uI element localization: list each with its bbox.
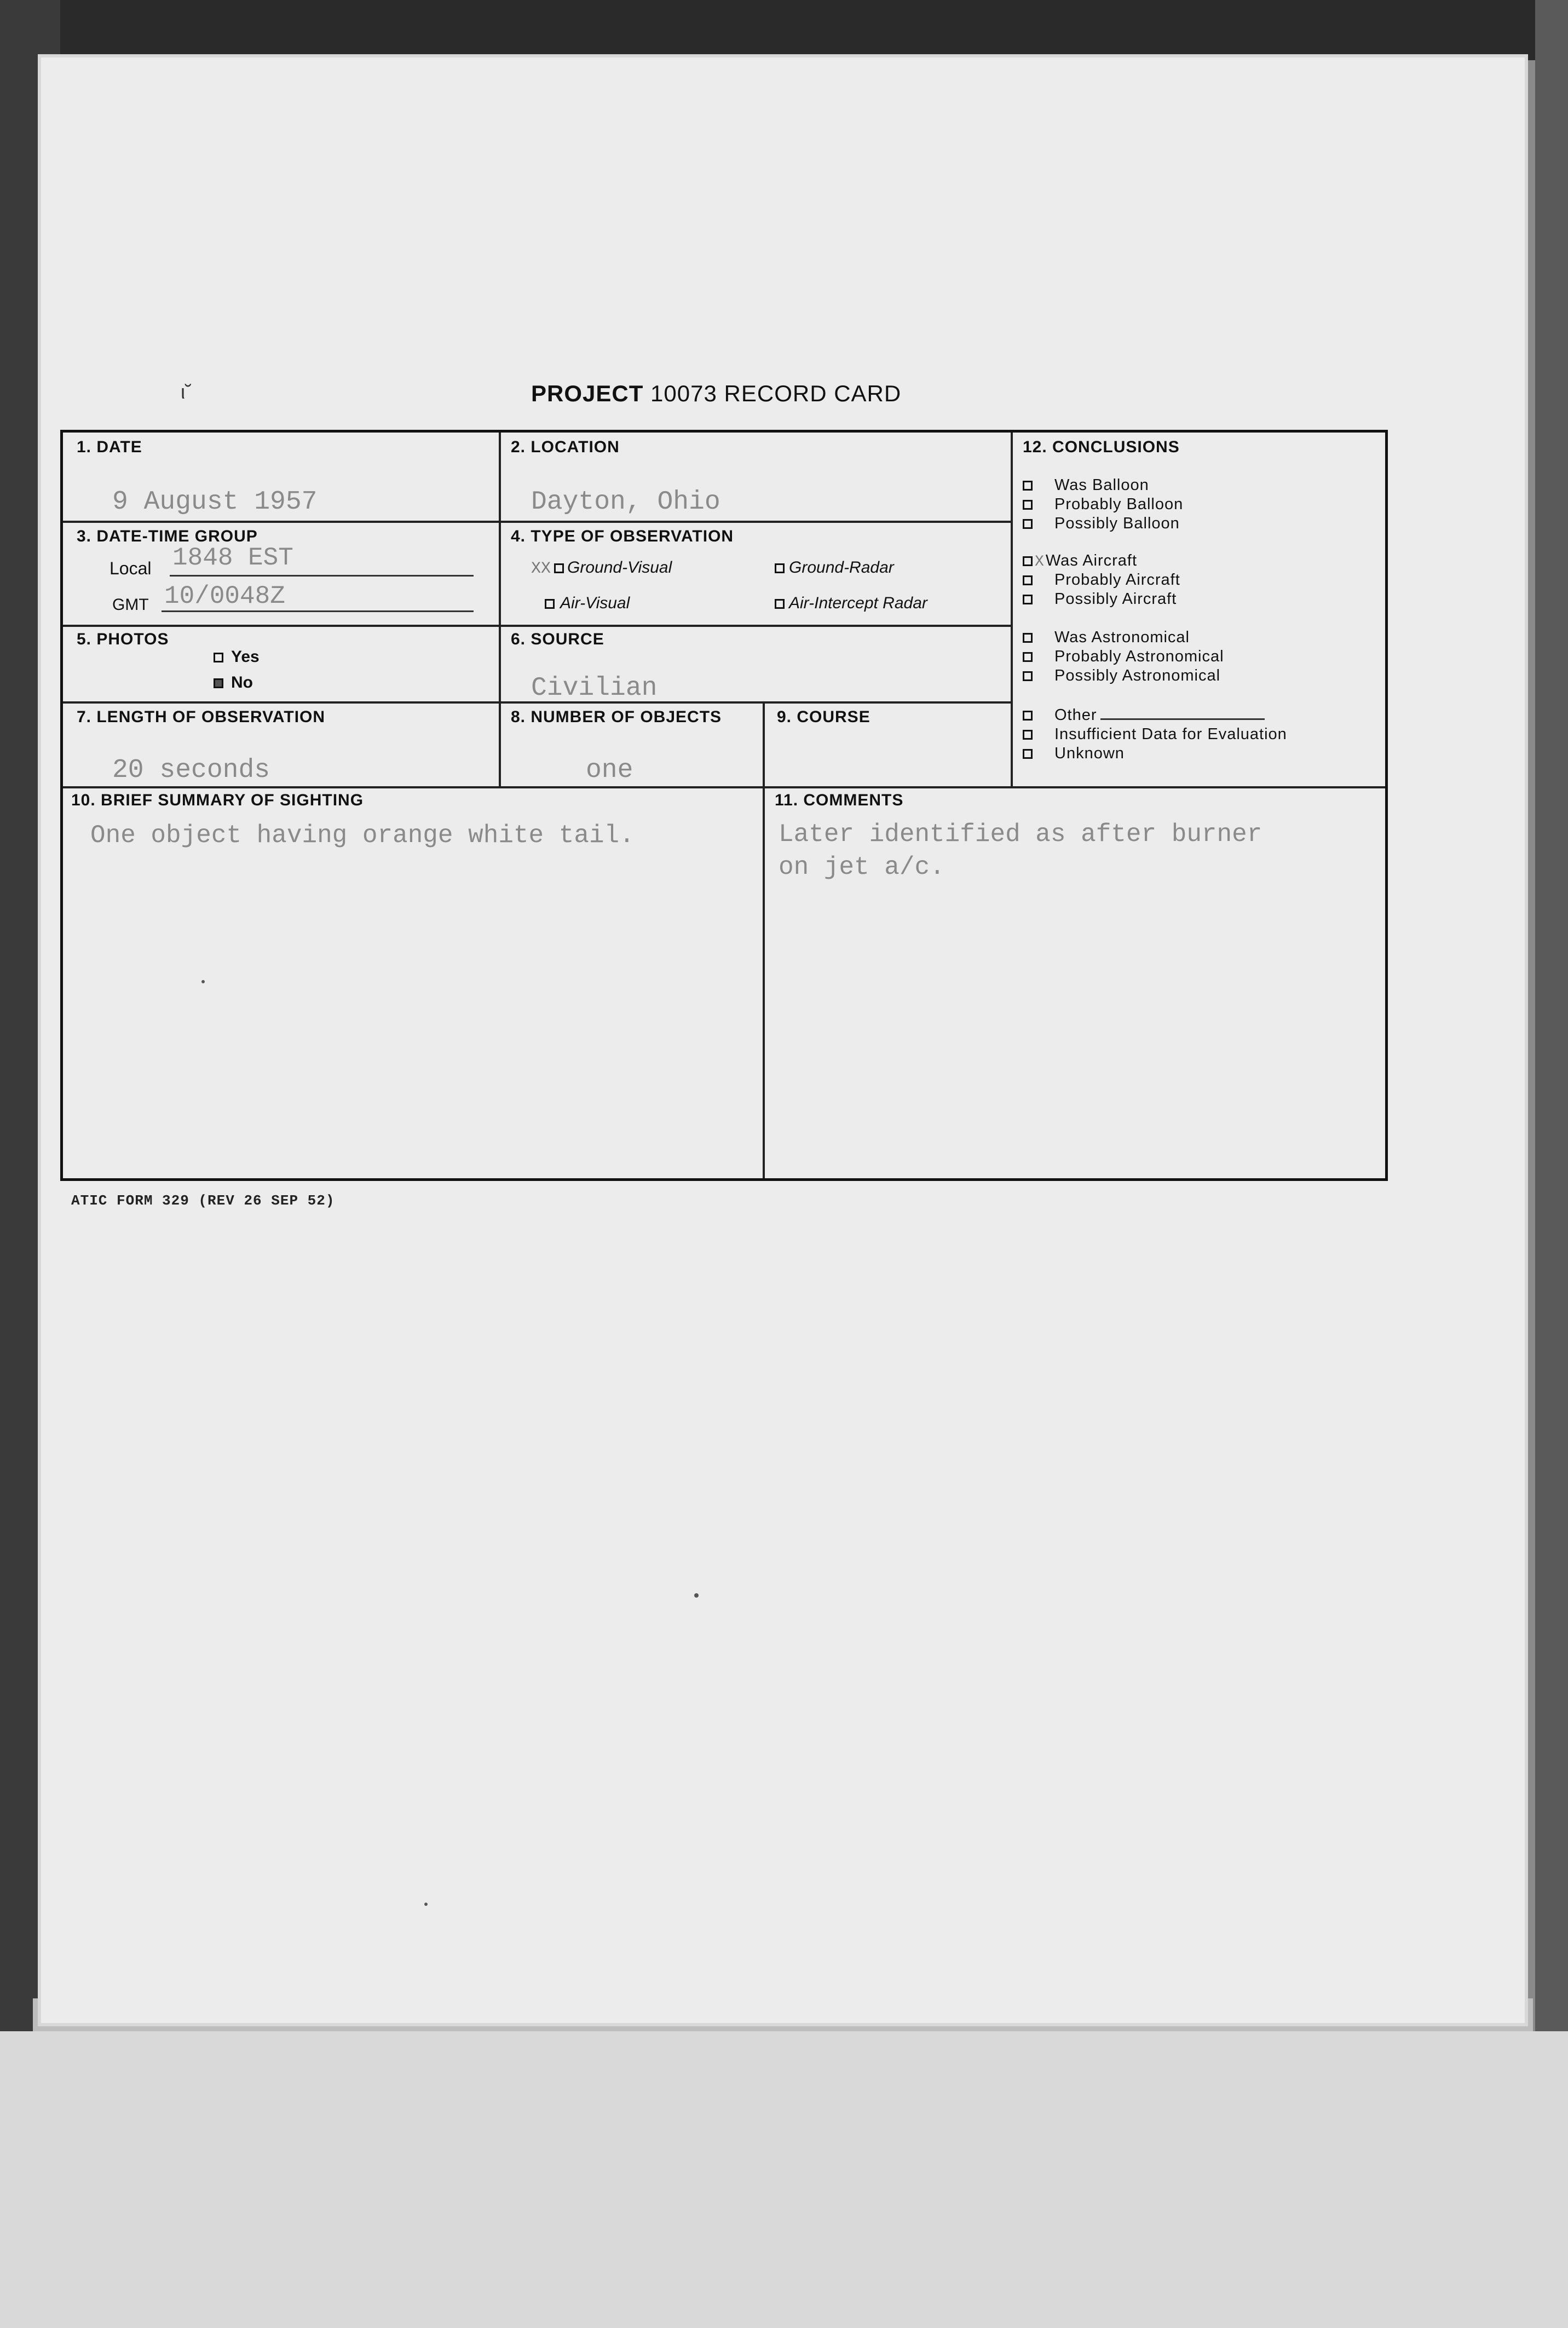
- date-cell: [63, 433, 501, 523]
- conclusion-option[interactable]: [1023, 495, 1183, 514]
- card-title-suffix: RECORD CARD: [724, 381, 902, 406]
- checkbox-icon: [1023, 749, 1033, 759]
- photos-yes[interactable]: [214, 648, 260, 666]
- form-id-footer: ATIC FORM 329 (REV 26 SEP 52): [71, 1192, 335, 1209]
- type-of-observation-cell: [501, 523, 1013, 627]
- location-label: 2. LOCATION: [511, 438, 620, 456]
- comments-label: 11. COMMENTS: [775, 791, 904, 809]
- date-label: 1. DATE: [77, 438, 142, 456]
- checkbox-icon: [775, 599, 785, 609]
- other-underline: [1100, 718, 1265, 720]
- source-cell: [501, 627, 1013, 704]
- obs-air-intercept-label: Air-Intercept Radar: [789, 594, 927, 612]
- conclusion-option[interactable]: [1023, 590, 1177, 608]
- comments-line-1: Later identified as after burner: [779, 820, 1263, 849]
- conclusions-label: 12. CONCLUSIONS: [1023, 438, 1180, 456]
- checkbox-icon: [1023, 575, 1033, 585]
- date-time-group-cell: [63, 523, 501, 627]
- brief-summary-cell: [63, 788, 765, 1178]
- photos-cell: [63, 627, 501, 704]
- source-label: 6. SOURCE: [511, 630, 604, 648]
- checkbox-icon: [1023, 595, 1033, 604]
- conclusion-option[interactable]: [1023, 706, 1265, 724]
- local-value: 1848 EST: [172, 544, 293, 572]
- scan-speck: [201, 980, 205, 983]
- obs-ground-visual-mark: XX: [531, 560, 551, 578]
- obs-ground-visual[interactable]: [531, 558, 672, 578]
- conclusion-option[interactable]: [1023, 667, 1220, 685]
- obs-ground-radar-label: Ground-Radar: [789, 558, 894, 577]
- obs-air-visual[interactable]: [545, 594, 630, 613]
- summary-label: 10. BRIEF SUMMARY OF SIGHTING: [71, 791, 364, 809]
- conclusion-label: Other: [1054, 706, 1097, 724]
- conclusion-label: Unknown: [1054, 745, 1125, 762]
- checkbox-icon: [1023, 711, 1033, 721]
- conclusion-option[interactable]: [1023, 745, 1125, 763]
- conclusion-label: Probably Aircraft: [1054, 571, 1180, 589]
- checkbox-icon: [545, 599, 555, 609]
- photos-no[interactable]: [214, 673, 253, 692]
- card-title-number: 10073: [650, 381, 717, 406]
- photos-yes-label: Yes: [231, 648, 260, 666]
- checkbox-checked-icon: [214, 678, 223, 688]
- num-objects-label: 8. NUMBER OF OBJECTS: [511, 708, 722, 726]
- dtg-label: 3. DATE-TIME GROUP: [77, 527, 258, 545]
- comments-line-2: on jet a/c.: [779, 853, 945, 881]
- number-of-objects-cell: [501, 704, 765, 788]
- obs-type-label: 4. TYPE OF OBSERVATION: [511, 527, 734, 545]
- checkbox-icon: [775, 563, 785, 573]
- scan-border-right: [1535, 0, 1568, 2328]
- scan-background-bottom: [0, 2031, 1568, 2328]
- num-objects-value: one: [586, 756, 633, 785]
- source-value: Civilian: [531, 673, 658, 703]
- conclusion-label: Probably Balloon: [1054, 495, 1184, 513]
- conclusion-option[interactable]: [1023, 476, 1149, 494]
- obs-ground-visual-label: Ground-Visual: [567, 558, 672, 577]
- date-value: 9 August 1957: [112, 487, 318, 517]
- conclusion-label: Possibly Aircraft: [1054, 590, 1177, 608]
- conclusion-option[interactable]: [1023, 571, 1180, 589]
- conclusion-option[interactable]: [1023, 552, 1137, 571]
- photos-no-label: No: [231, 673, 253, 692]
- record-card-form: [60, 430, 1388, 1181]
- local-label: Local: [109, 558, 152, 578]
- conclusion-label: Was Balloon: [1054, 476, 1149, 494]
- conclusion-option[interactable]: [1023, 515, 1180, 533]
- conclusion-option[interactable]: [1023, 725, 1287, 744]
- photos-label: 5. PHOTOS: [77, 630, 169, 648]
- length-of-observation-cell: [63, 704, 501, 788]
- conclusion-label: Possibly Balloon: [1054, 515, 1180, 532]
- conclusion-label: Was Aircraft: [1045, 552, 1138, 569]
- obs-air-intercept[interactable]: [775, 594, 927, 613]
- conclusion-label: Insufficient Data for Evaluation: [1054, 725, 1287, 743]
- gmt-label: GMT: [112, 596, 149, 614]
- card-title: [531, 381, 901, 407]
- course-cell: [765, 704, 1013, 788]
- conclusions-cell: [1011, 433, 1385, 788]
- summary-value: One object having orange white tail.: [90, 821, 635, 850]
- location-cell: [501, 433, 1013, 523]
- gmt-underline: [162, 610, 474, 612]
- scan-speck: [694, 1593, 699, 1598]
- location-value: Dayton, Ohio: [531, 487, 720, 517]
- checkbox-icon: [1023, 481, 1033, 491]
- conclusion-check-mark: X: [1035, 554, 1045, 571]
- checkbox-icon: [1023, 671, 1033, 681]
- obs-ground-radar[interactable]: [775, 558, 894, 577]
- length-label: 7. LENGTH OF OBSERVATION: [77, 708, 326, 726]
- conclusion-label: Was Astronomical: [1054, 629, 1190, 646]
- conclusion-label: Probably Astronomical: [1054, 648, 1224, 665]
- length-value: 20 seconds: [112, 756, 270, 785]
- checkbox-checked-icon: [1023, 556, 1033, 566]
- checkbox-icon: [1023, 500, 1033, 510]
- scan-speck: [424, 1903, 428, 1906]
- local-underline: [170, 575, 474, 577]
- conclusion-option[interactable]: [1023, 629, 1190, 647]
- checkbox-icon: [1023, 633, 1033, 643]
- course-label: 9. COURSE: [777, 708, 871, 726]
- conclusion-label: Possibly Astronomical: [1054, 667, 1221, 684]
- conclusion-option[interactable]: [1023, 648, 1224, 666]
- checkbox-icon: [554, 563, 564, 573]
- obs-air-visual-label: Air-Visual: [560, 594, 630, 612]
- checkbox-icon: [1023, 652, 1033, 662]
- checkbox-icon: [214, 653, 223, 662]
- gmt-value: 10/0048Z: [164, 582, 285, 610]
- checkbox-icon: [1023, 519, 1033, 529]
- page-mark: ι˘: [181, 381, 192, 403]
- checkbox-icon: [1023, 730, 1033, 740]
- scan-border-top: [0, 0, 1568, 60]
- comments-cell: [765, 788, 1385, 1178]
- card-title-prefix: PROJECT: [531, 381, 644, 406]
